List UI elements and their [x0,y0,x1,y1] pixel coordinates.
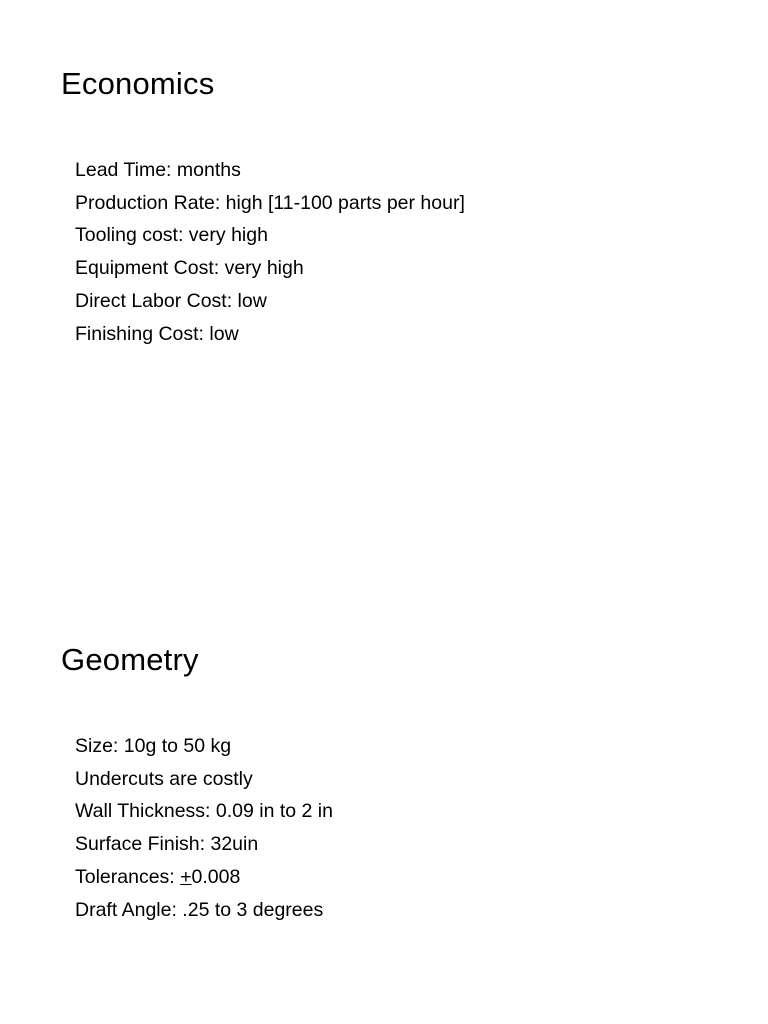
lead-time-item: Lead Time: months [75,159,241,181]
geometry-list [75,730,333,926]
geometry-section [61,640,741,921]
economics-section [61,64,741,345]
economics-heading: Economics [61,66,215,101]
geometry-heading: Geometry [61,642,199,677]
tolerances-value: 0.008 [191,865,241,888]
plus-minus-sign: + [180,865,192,888]
draft-angle-item: Draft Angle: .25 to 3 degrees [75,898,324,921]
production-rate-item: Production Rate: high [11-100 parts per hour] [75,191,465,214]
direct-labor-cost-item: Direct Labor Cost: low [75,289,267,312]
finishing-cost-item: Finishing Cost: low [75,322,239,345]
equipment-cost-item: Equipment Cost: very high [75,257,304,280]
tooling-cost-item: Tooling cost: very high [75,224,268,247]
tolerances-label: Tolerances: [75,865,181,888]
tolerances-item [75,861,333,894]
wall-thickness-item: Wall Thickness: 0.09 in to 2 in [75,800,333,823]
surface-finish-item: Surface Finish: 32uin [75,833,259,856]
undercuts-item: Undercuts are costly [75,767,253,790]
economics-list [75,154,465,350]
size-item: Size: 10g to 50 kg [75,735,232,757]
